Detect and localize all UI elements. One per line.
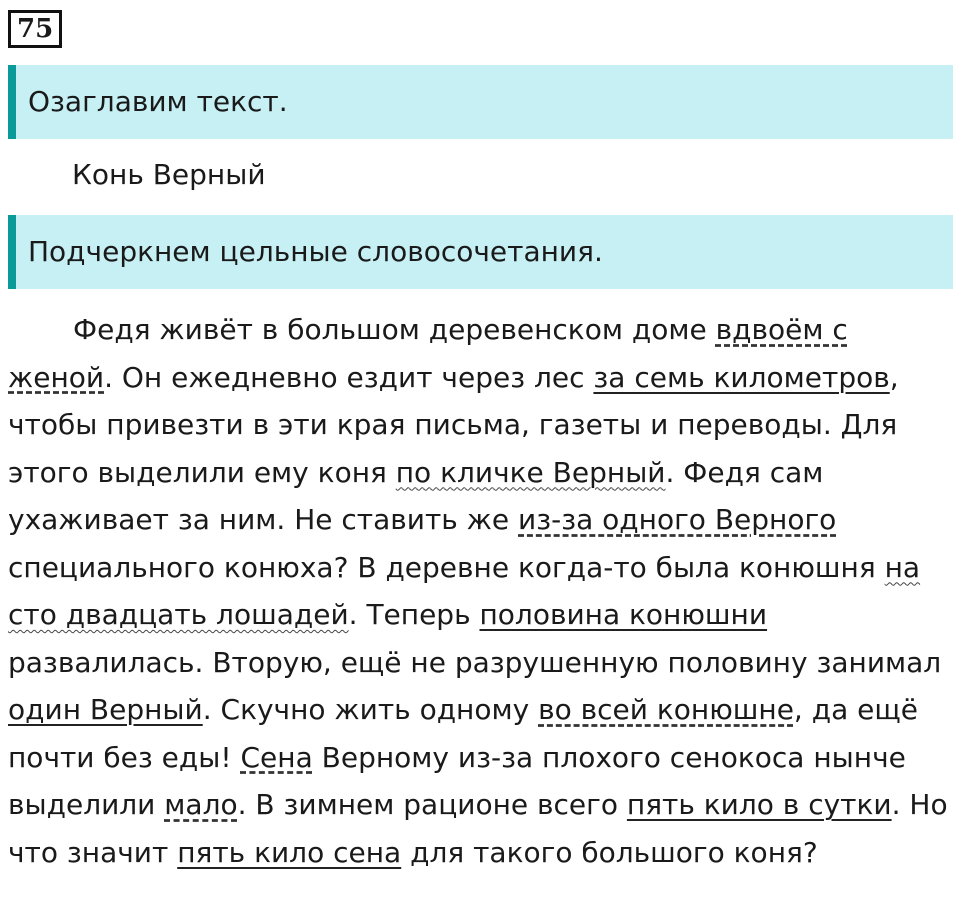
text-segment: . Федя сам ухаживает за ним. Не ставить же — [8, 455, 824, 536]
underlined-phrase: вдвоём с женой — [8, 313, 848, 394]
text-segment: . Скучно жить одному — [202, 693, 539, 726]
text-title: Конь Верный — [72, 158, 266, 191]
instruction-title-step — [8, 65, 953, 139]
underlined-phrase: пять кило в сутки — [626, 788, 892, 821]
text-segment: . В зимнем рационе всего — [237, 788, 627, 821]
text-segment: . Он ежедневно ездит через лес — [104, 360, 594, 394]
underlined-phrase: один Верный — [8, 693, 203, 726]
instruction-text: Подчеркнем цельные словосочетания. — [28, 235, 603, 268]
underlined-phrase: Сена — [240, 740, 313, 774]
underlined-phrase: на сто двадцать лошадей — [8, 550, 921, 631]
text-segment: . Но что значит — [8, 788, 948, 869]
task-number: 75 — [8, 10, 62, 48]
text-segment: , чтобы привезти в эти края письма, газеты и переводы. Для этого выделили ему коня — [8, 360, 899, 489]
text-segment: специального конюха? В деревне когда-то была конюшня — [8, 550, 885, 584]
text-segment: для такого большого коня? — [401, 835, 818, 869]
underlined-phrase: пять кило сена — [177, 835, 402, 869]
story-paragraph — [8, 306, 953, 876]
text-segment: Верному из-за плохого сенокоса нынче выделили — [8, 740, 906, 821]
text-segment: . Теперь — [348, 598, 480, 631]
text-segment: , да ещё почти без еды! — [8, 693, 918, 774]
instruction-text: Озаглавим текст. — [28, 85, 288, 118]
text-segment: развалилась. Вторую, ещё не разрушенную половину занимал — [8, 645, 942, 679]
text-segment: Федя живёт в большом деревенском доме — [73, 313, 716, 346]
underlined-phrase: за семь километров — [593, 360, 890, 394]
underlined-phrase: во всей конюшне — [538, 693, 794, 726]
underlined-phrase: по кличке Верный — [395, 455, 666, 489]
underlined-phrase: мало — [164, 788, 238, 821]
instruction-underline-step — [8, 215, 953, 289]
underlined-phrase: половина конюшни — [479, 598, 768, 631]
underlined-phrase: из-за одного Верного — [518, 503, 837, 536]
